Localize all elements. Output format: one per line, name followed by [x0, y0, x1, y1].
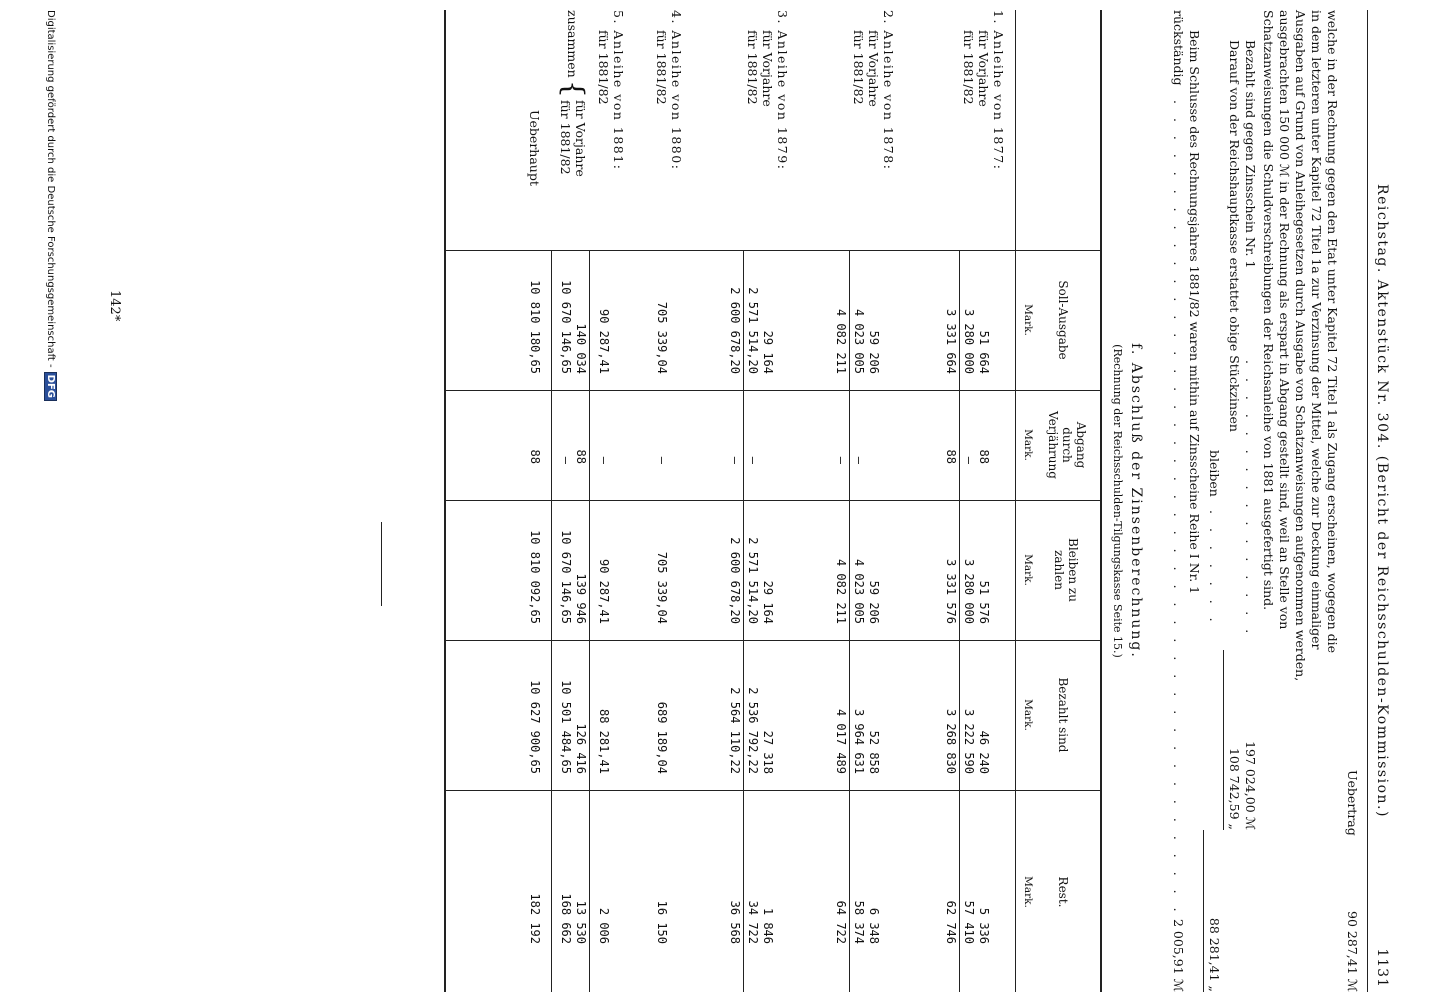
- group-title-row: [669, 10, 684, 992]
- rest-cell: 16 150: [655, 900, 669, 944]
- page-number: 1131: [1374, 948, 1390, 988]
- column-header: Bleiben zu zahlen: [1052, 538, 1080, 602]
- group-title: 2. Anleihe von 1878:: [881, 10, 896, 171]
- table-bottom-rule: [444, 10, 446, 992]
- soll-cell: 90 287,41: [597, 308, 611, 374]
- row-label: für Vorjahre: [760, 30, 775, 107]
- header-title: Reichstag. Aktenstück Nr. 304. (Bericht der Reichsschulden-Kommission.): [1374, 184, 1390, 818]
- subtotal-rule: [743, 250, 744, 992]
- soll-cell: 4 082 211: [834, 308, 848, 374]
- abgang-cell: —: [728, 456, 742, 464]
- soll-cell: 140 034: [574, 323, 588, 374]
- rest-cell: 2 006: [597, 907, 611, 944]
- paragraph-line: Ausgaben auf Grund von Anleihegesetzen durch Ausgabe von Schatzanweisungen aufgenommen werden,: [1293, 10, 1308, 682]
- row-label: für 1881/82: [851, 30, 866, 105]
- soll-cell: 705 339,04: [655, 301, 669, 374]
- subtotal-rule: [551, 250, 552, 992]
- table-row: [745, 10, 760, 992]
- row-label: für Vorjahre: [573, 100, 588, 177]
- paragraph-line: welche in der Rechnung gegen den Etat unter Kapitel 72 Titel 1 als Zugang erscheinen, wogegen die: [1325, 10, 1340, 654]
- bleiben-cell: 51 576: [977, 580, 991, 624]
- table-row: [596, 10, 611, 992]
- group-title-row: [775, 10, 790, 992]
- refund-value: 108 742,59 „: [1227, 747, 1242, 830]
- leader-dots: . . . . . . .: [1207, 510, 1222, 627]
- bezahlt-cell: 4 017 489: [834, 708, 848, 774]
- bleiben-cell: 2 571 514,20: [746, 537, 760, 624]
- running-header: [1367, 10, 1392, 992]
- credit-text: Digitalisierung gefördert durch die Deutsche Forschungsgemeinschaft -: [45, 10, 56, 368]
- row-label: für Vorjahre: [976, 30, 991, 107]
- bezahlt-cell: 3 268 830: [944, 708, 958, 774]
- remaining-line: rückständig: [1171, 10, 1186, 86]
- remain-value: 88 281,41 „: [1207, 917, 1222, 992]
- bezahlt-cell: 2 536 792,22: [746, 687, 760, 774]
- rest-cell: 182 192: [528, 893, 542, 944]
- bleiben-cell: 29 164: [761, 580, 775, 624]
- soll-cell: 2 571 514,20: [746, 287, 760, 374]
- soll-cell: 59 206: [867, 330, 881, 374]
- table-subtitle: (Rechnung der Reichsschulden-Tilgungskasse Seite 15.): [1111, 344, 1124, 658]
- subtotal-rule: [959, 250, 960, 992]
- bleiben-cell: 59 206: [867, 580, 881, 624]
- leader-dots: . . . . . . . . . . . . . . . . . . . . . . . . . . . . . . . . . . . . . . . . . . . . . .: [1171, 100, 1186, 917]
- bezahlt-cell: 2 564 110,22: [728, 687, 742, 774]
- rest-cell: 57 410: [962, 900, 976, 944]
- subtotal-rule: [589, 250, 590, 992]
- leader-dots: . . . . . . . . . . . . . . . .: [1243, 360, 1258, 639]
- signature-mark: 142*: [107, 290, 122, 322]
- group-title: 4. Anleihe von 1880:: [669, 10, 684, 171]
- soll-cell: 3 280 000: [962, 308, 976, 374]
- bezahlt-cell: 88 281,41: [597, 708, 611, 774]
- column-header: Soll-Ausgabe: [1056, 280, 1070, 360]
- rest-cell: 13 530: [574, 900, 588, 944]
- group-title-row: [611, 10, 626, 992]
- soll-cell: 4 023 005: [852, 308, 866, 374]
- abgang-cell: 88: [574, 449, 588, 464]
- column-header: Abgang durch Verjährung: [1046, 411, 1088, 479]
- remaining-line: Beim Schlusse des Rechnungsjahres 1881/82 waren mithin auf Zinsscheine Reihe I Nr. 1: [1187, 30, 1202, 595]
- bezahlt-cell: 10 501 484,65: [559, 680, 573, 774]
- rest-cell: 64 722: [834, 900, 848, 944]
- abgang-cell: 88: [944, 449, 958, 464]
- sum-rule: [1223, 650, 1224, 830]
- overall-label: Ueberhaupt: [527, 110, 542, 186]
- table-row: [866, 10, 881, 992]
- row-label: für 1881/82: [745, 30, 760, 105]
- abgang-cell: —: [962, 456, 976, 464]
- soll-cell: 29 164: [761, 330, 775, 374]
- table-row: [558, 10, 573, 992]
- group-title: 1. Anleihe von 1877:: [991, 10, 1006, 171]
- abgang-cell: —: [655, 456, 669, 464]
- abgang-cell: 88: [977, 449, 991, 464]
- together-label: zusammen: [565, 10, 580, 78]
- bleiben-cell: 4 082 211: [834, 558, 848, 624]
- bezahlt-cell: 27 318: [761, 730, 775, 774]
- bleiben-cell: 4 023 005: [852, 558, 866, 624]
- table-row: [573, 10, 588, 992]
- group-title-row: [991, 10, 1006, 992]
- stray-mark: [381, 522, 382, 606]
- rest-cell: 6 348: [867, 907, 881, 944]
- sum-rule: [1203, 830, 1204, 992]
- bleiben-cell: 2 600 678,20: [728, 537, 742, 624]
- column-unit: Mark.: [1022, 554, 1034, 586]
- overall-row: [527, 10, 542, 992]
- rest-cell: 34 722: [746, 900, 760, 944]
- column-unit: Mark.: [1022, 876, 1034, 908]
- paragraph-line: Schatzanweisungen die Schuldverschreibungen der Reichsanleihe von 1881 ausgefertigt sind.: [1261, 10, 1276, 611]
- table-top-rule: [1100, 10, 1102, 992]
- group-title: 5. Anleihe von 1881:: [611, 10, 626, 171]
- paragraph-line: in dem letzteren unter Kapitel 72 Titel 1a zur Verzinsung der Mittel, welche zur Deckung einmaliger: [1309, 10, 1324, 650]
- column-unit: Mark.: [1022, 699, 1034, 731]
- brace-icon: {: [557, 80, 590, 98]
- abgang-cell: —: [559, 456, 573, 464]
- table-row: [654, 10, 669, 992]
- bezahlt-cell: 10 627 900,65: [528, 680, 542, 774]
- remain-label: bleiben: [1207, 450, 1222, 497]
- abgang-cell: —: [746, 456, 760, 464]
- subtotal-rule: [849, 250, 850, 992]
- abgang-cell: 88: [528, 449, 542, 464]
- bezahlt-cell: 46 240: [977, 730, 991, 774]
- rest-cell: 5 336: [977, 907, 991, 944]
- rest-cell: 36 568: [728, 900, 742, 944]
- row-label: für 1881/82: [961, 30, 976, 105]
- row-label: für 1881/82: [596, 30, 611, 105]
- group-title-row: [881, 10, 896, 992]
- table-title: f. Abschluß der Zinsenberechnung.: [1128, 343, 1144, 659]
- bezahlt-cell: 3 222 590: [962, 708, 976, 774]
- paid-value: 197 024,00 ℳ: [1243, 741, 1258, 830]
- bleiben-cell: 10 810 092,65: [528, 530, 542, 624]
- column-unit: Mark.: [1022, 429, 1034, 461]
- soll-cell: 51 664: [977, 330, 991, 374]
- document-page: [42, 10, 1392, 992]
- bleiben-cell: 705 339,04: [655, 551, 669, 624]
- rest-cell: 62 746: [944, 900, 958, 944]
- bleiben-cell: 139 946: [574, 573, 588, 624]
- table-row: [976, 10, 991, 992]
- total-row: [727, 10, 742, 992]
- rest-cell: 168 662: [559, 893, 573, 944]
- bezahlt-cell: 52 858: [867, 730, 881, 774]
- bleiben-cell: 10 670 146,65: [559, 530, 573, 624]
- bezahlt-cell: 3 964 631: [852, 708, 866, 774]
- total-row: [833, 10, 848, 992]
- group-title: 3. Anleihe von 1879:: [775, 10, 790, 171]
- soll-cell: 3 331 664: [944, 308, 958, 374]
- table-row: [760, 10, 775, 992]
- bezahlt-cell: 689 189,04: [655, 701, 669, 774]
- column-unit: Mark.: [1022, 304, 1034, 336]
- refund-label: Darauf von der Reichshauptkasse erstattet obige Stückzinsen: [1227, 40, 1242, 432]
- table-row: [961, 10, 976, 992]
- row-label: für 1881/82: [654, 30, 669, 105]
- soll-cell: 10 670 146,65: [559, 280, 573, 374]
- abgang-cell: —: [852, 456, 866, 464]
- paragraph-line: ausgebrachten 150 000 ℳ in der Rechnung als erspart in Abgang gestellt sind, weil an Stelle von: [1277, 10, 1292, 630]
- remaining-value: 2 005,91 ℳ: [1171, 918, 1186, 992]
- carryover-value: 90 287,41 ℳ: [1345, 911, 1360, 992]
- dfg-logo: DFG: [44, 372, 57, 401]
- soll-cell: 10 810 180,65: [528, 280, 542, 374]
- table-header-rule: [1015, 10, 1016, 992]
- rest-cell: 1 846: [761, 907, 775, 944]
- total-row: [943, 10, 958, 992]
- column-header: Rest.: [1056, 876, 1070, 908]
- column-header: Bezahlt sind: [1056, 677, 1070, 753]
- digitization-credit: [44, 10, 57, 401]
- rest-cell: 58 374: [852, 900, 866, 944]
- bleiben-cell: 90 287,41: [597, 558, 611, 624]
- bezahlt-cell: 126 416: [574, 723, 588, 774]
- soll-cell: 2 600 678,20: [728, 287, 742, 374]
- row-label: für Vorjahre: [866, 30, 881, 107]
- abgang-cell: —: [834, 456, 848, 464]
- row-label: für 1881/82: [558, 100, 573, 175]
- paid-label: Bezahlt sind gegen Zinsschein Nr. 1: [1243, 40, 1258, 269]
- table-row: [851, 10, 866, 992]
- carryover-label: Uebertrag: [1345, 770, 1360, 836]
- bleiben-cell: 3 331 576: [944, 558, 958, 624]
- bleiben-cell: 3 280 000: [962, 558, 976, 624]
- abgang-cell: —: [597, 456, 611, 464]
